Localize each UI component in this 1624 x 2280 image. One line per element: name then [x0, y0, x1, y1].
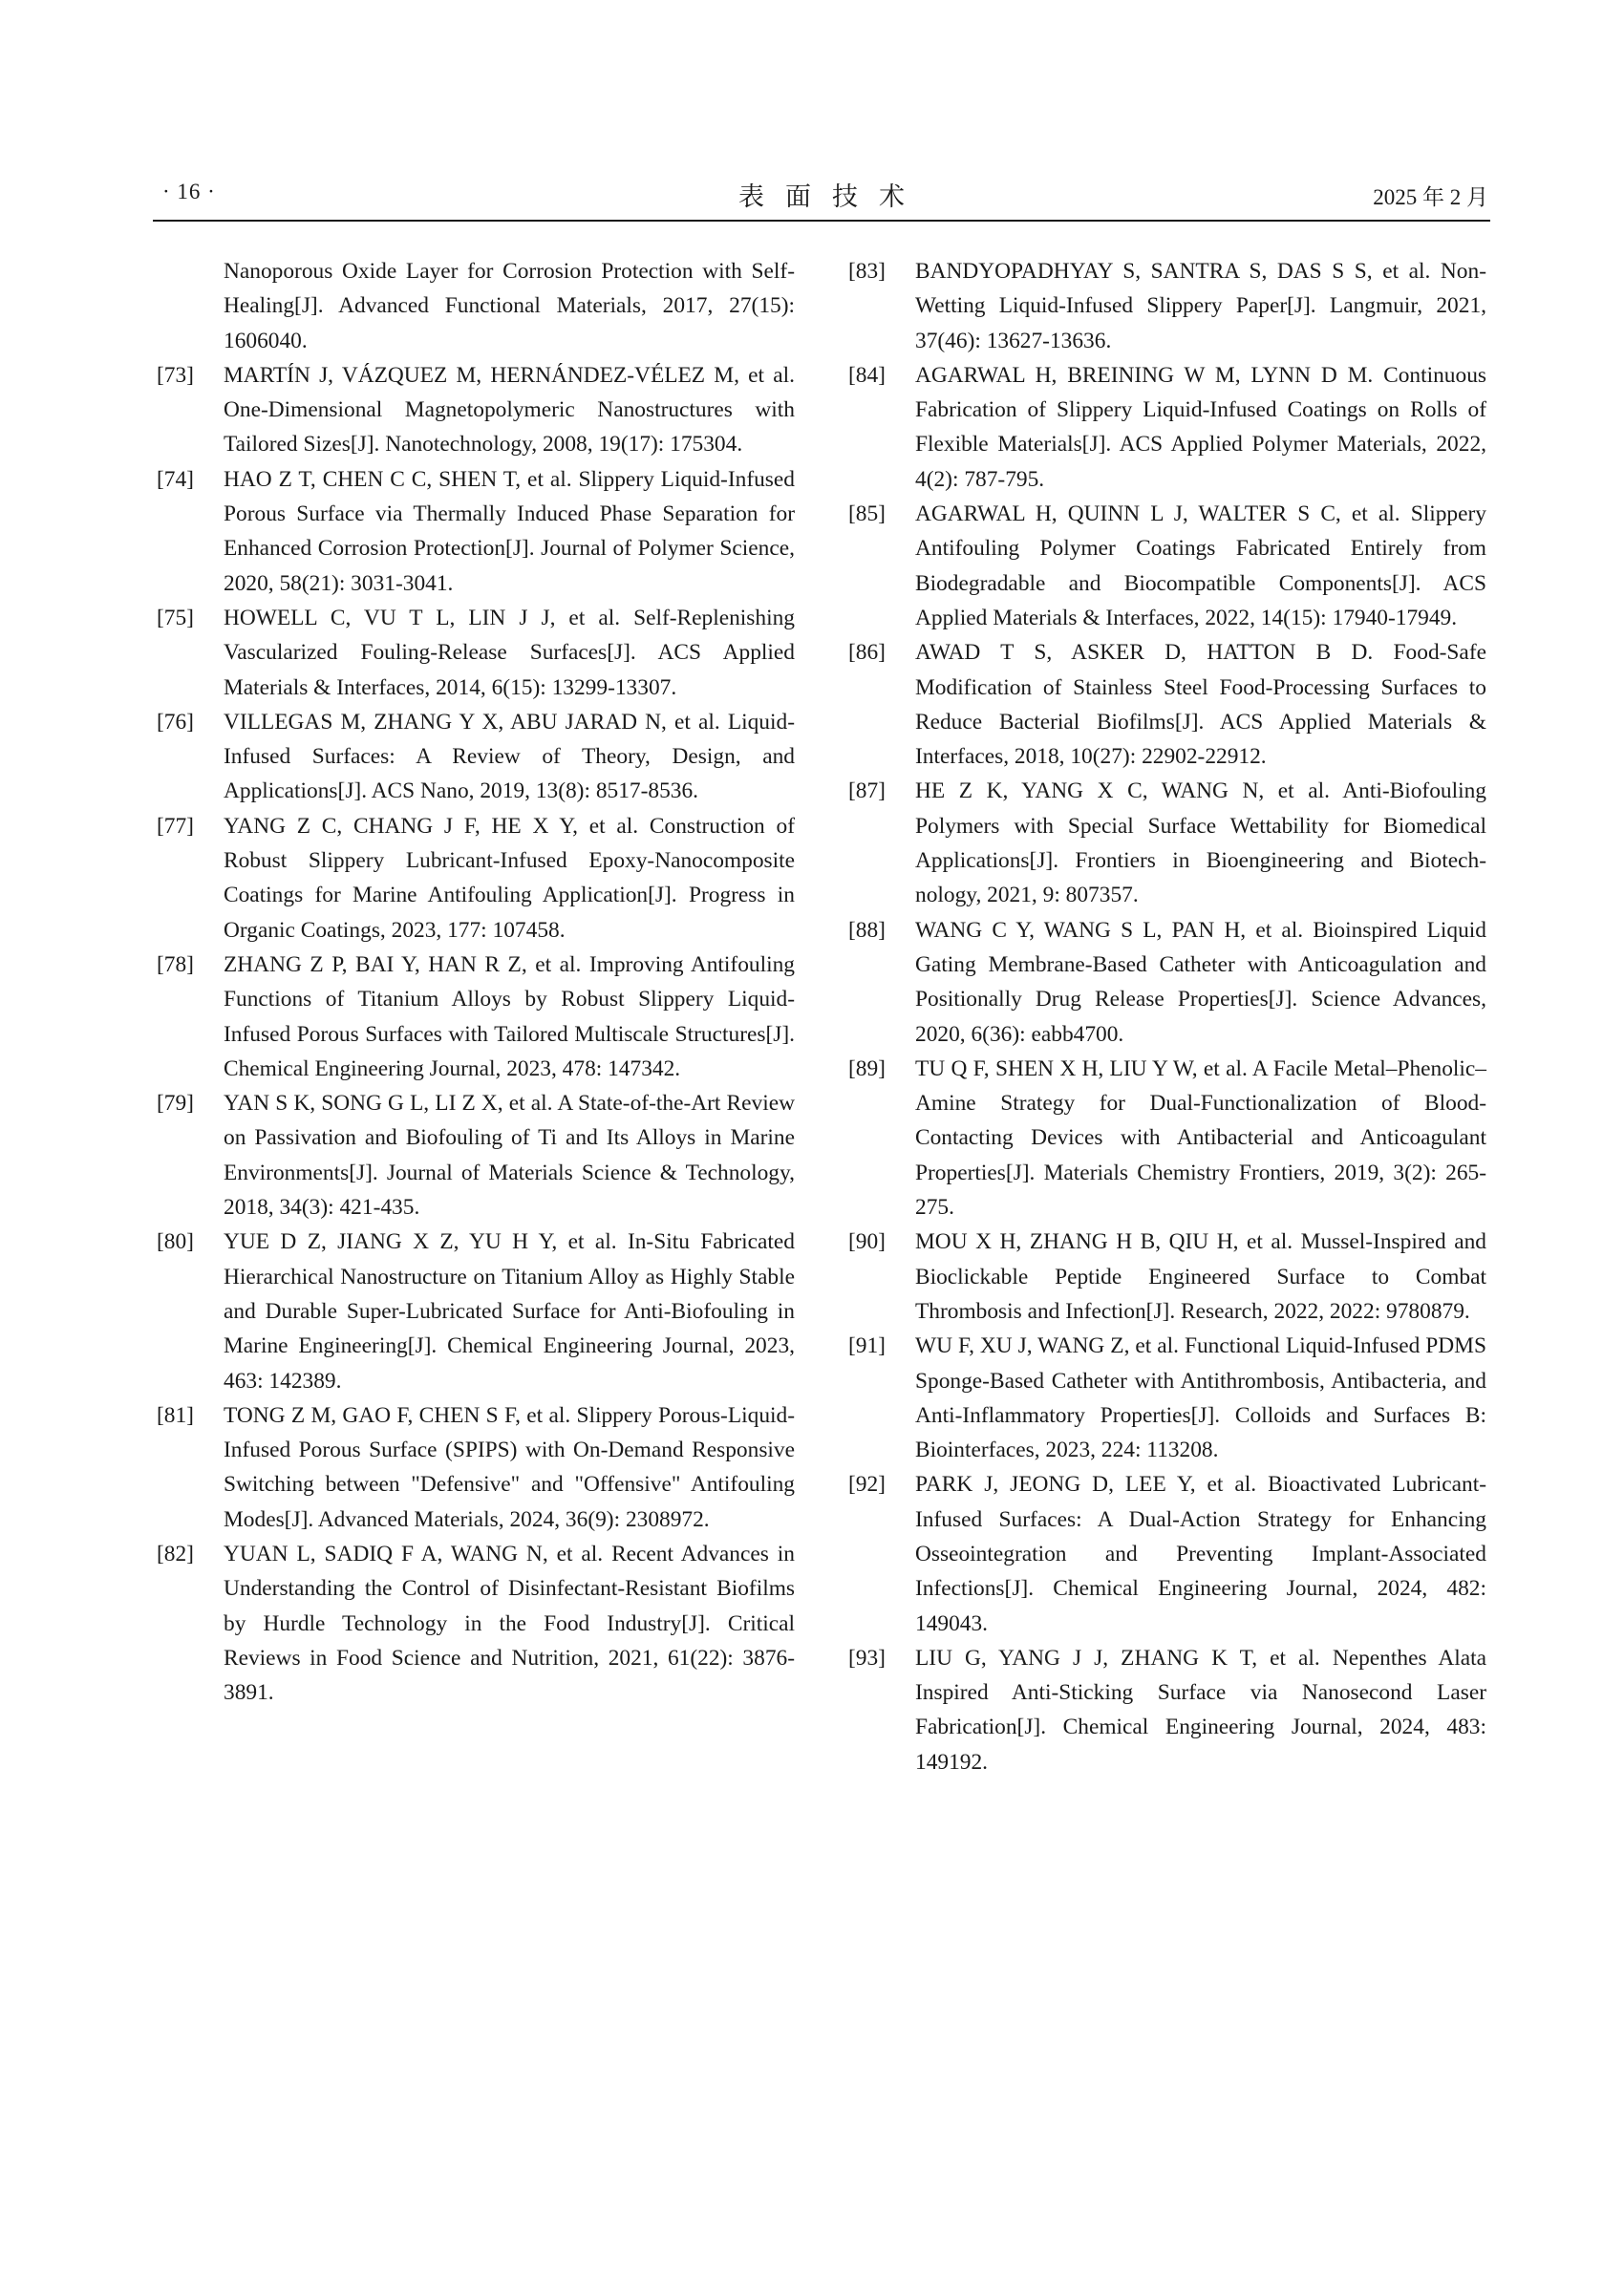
reference-79: [157, 1086, 795, 1225]
reference-78: [157, 948, 795, 1086]
reference-number: [92]: [848, 1472, 886, 1498]
reference-92: [848, 1467, 1486, 1640]
reference-88: [848, 913, 1486, 1052]
reference-76: [157, 705, 795, 809]
reference-text: MOU X H, ZHANG H B, QIU H, et al. Mussel-Inspired and Bioclickable Peptide Engineered Surface to Combat Thrombosis and Infection[J]. Research, 2022, 2022: 9780879.: [915, 1229, 1486, 1324]
reference-number: [87]: [848, 778, 886, 804]
right-column: [848, 254, 1486, 1779]
reference-text: HE Z K, YANG X C, WANG N, et al. Anti-Biofouling Polymers with Special Surface Wettability for Biomedical Applications[J]. Frontiers in Bioengineering and Biotechnology, 2021, 9: 807357.: [915, 778, 1486, 908]
reference-continuation: [157, 254, 795, 358]
reference-82: [157, 1537, 795, 1710]
reference-80: [157, 1225, 795, 1397]
reference-text: YAN S K, SONG G L, LI Z X, et al. A State-of-the-Art Review on Passivation and Biofouling of Ti and Its Alloys in Marine Environments[J]. Journal of Materials Science & Technology, 2018, 34(3): 421-435.: [224, 1091, 795, 1221]
reference-number: [81]: [157, 1402, 194, 1428]
reference-91: [848, 1329, 1486, 1467]
left-column: [157, 254, 795, 1710]
reference-text: TU Q F, SHEN X H, LIU Y W, et al. A Facile Metal–Phenolic–Amine Strategy for Dual-Functionalization of Blood-Contacting Devices with Antibacterial and Anticoagulant Properties[J]. Materials Chemistry Frontiers, 2019, 3(2): 265-275.: [915, 1055, 1486, 1221]
reference-text: AWAD T S, ASKER D, HATTON B D. Food-Safe Modification of Stainless Steel Food-Processing Surfaces to Reduce Bacterial Biofilms[J]. ACS Applied Materials & Interfaces, 2018, 10(27): 22902-22912.: [915, 640, 1486, 770]
reference-84: [848, 358, 1486, 497]
reference-text: WANG C Y, WANG S L, PAN H, et al. Bioinspired Liquid Gating Membrane-Based Catheter with Anticoagulation and Positionally Drug Release Properties[J]. Science Advances, 2020, 6(36): eabb4700.: [915, 917, 1486, 1047]
reference-text: YUE D Z, JIANG X Z, YU H Y, et al. In-Situ Fabricated Hierarchical Nanostructure on Titanium Alloy as Highly Stable and Durable Super-Lubricated Surface for Anti-Biofouling in Marine Engineering[J]. Chemical Engineering Journal, 2023, 463: 142389.: [224, 1229, 795, 1394]
reference-number: [91]: [848, 1333, 886, 1359]
journal-title: 表面技术: [738, 182, 926, 211]
reference-text: AGARWAL H, QUINN L J, WALTER S C, et al. Slippery Antifouling Polymer Coatings Fabricated Entirely from Biodegradable and Biocompatible Components[J]. ACS Applied Materials & Interfaces, 2022, 14(15): 17940-17949.: [915, 501, 1486, 630]
reference-text: LIU G, YANG J J, ZHANG K T, et al. Nepenthes Alata Inspired Anti-Sticking Surface via Nanosecond Laser Fabrication[J]. Chemical Engineering Journal, 2024, 483: 149192.: [915, 1645, 1486, 1775]
reference-text: Nanoporous Oxide Layer for Corrosion Protection with Self-Healing[J]. Advanced Functional Materials, 2017, 27(15): 1606040.: [224, 259, 795, 353]
page-header: [153, 172, 1490, 220]
reference-93: [848, 1641, 1486, 1779]
reference-77: [157, 809, 795, 948]
reference-number: [73]: [157, 362, 194, 388]
issue-date: 2025 年 2 月: [1373, 185, 1488, 209]
reference-number: [90]: [848, 1229, 886, 1255]
reference-number: [77]: [157, 813, 194, 839]
reference-87: [848, 774, 1486, 912]
reference-number: [85]: [848, 501, 886, 527]
reference-text: WU F, XU J, WANG Z, et al. Functional Liquid-Infused PDMS Sponge-Based Catheter with Antithrombosis, Antibacteria, and Anti-Inflammatory Properties[J]. Colloids and Surfaces B: Biointerfaces, 2023, 224: 113208.: [915, 1333, 1486, 1463]
reference-81: [157, 1398, 795, 1537]
reference-text: AGARWAL H, BREINING W M, LYNN D M. Continuous Fabrication of Slippery Liquid-Infused Coatings on Rolls of Flexible Materials[J]. ACS Applied Polymer Materials, 2022, 4(2): 787-795.: [915, 362, 1486, 492]
reference-text: PARK J, JEONG D, LEE Y, et al. Bioactivated Lubricant-Infused Surfaces: A Dual-Action Strategy for Enhancing Osseointegration and Preventing Implant-Associated Infections[J]. Chemical Engineering Journal, 2024, 482: 149043.: [915, 1472, 1486, 1636]
reference-90: [848, 1225, 1486, 1329]
reference-number: [80]: [157, 1229, 194, 1255]
reference-number: [88]: [848, 917, 886, 943]
reference-83: [848, 254, 1486, 358]
reference-text: ZHANG Z P, BAI Y, HAN R Z, et al. Improving Antifouling Functions of Titanium Alloys by Robust Slippery Liquid-Infused Porous Surfaces with Tailored Multiscale Structures[J]. Chemical Engineering Journal, 2023, 478: 147342.: [224, 951, 795, 1081]
reference-text: TONG Z M, GAO F, CHEN S F, et al. Slippery Porous-Liquid-Infused Porous Surface (SPIPS) with On-Demand Responsive Switching between "Defensive" and "Offensive" Antifouling Modes[J]. Advanced Materials, 2024, 36(9): 2308972.: [224, 1402, 795, 1532]
reference-text: BANDYOPADHYAY S, SANTRA S, DAS S S, et al. Non-Wetting Liquid-Infused Slippery Paper[J]. Langmuir, 2021, 37(46): 13627-13636.: [915, 259, 1486, 353]
reference-number: [93]: [848, 1645, 886, 1671]
reference-text: VILLEGAS M, ZHANG Y X, ABU JARAD N, et al. Liquid-Infused Surfaces: A Review of Theory, Design, and Applications[J]. ACS Nano, 2019, 13(8): 8517-8536.: [224, 709, 795, 804]
reference-75: [157, 601, 795, 705]
reference-number: [89]: [848, 1055, 886, 1081]
reference-number: [79]: [157, 1091, 194, 1117]
reference-text: MARTÍN J, VÁZQUEZ M, HERNÁNDEZ-VÉLEZ M, et al. One-Dimensional Magnetopolymeric Nanostructures with Tailored Sizes[J]. Nanotechnology, 2008, 19(17): 175304.: [224, 362, 795, 458]
reference-73: [157, 358, 795, 462]
reference-89: [848, 1052, 1486, 1225]
reference-number: [82]: [157, 1541, 194, 1566]
reference-85: [848, 497, 1486, 635]
reference-text: YUAN L, SADIQ F A, WANG N, et al. Recent Advances in Understanding the Control of Disinfectant-Resistant Biofilms by Hurdle Technology in the Food Industry[J]. Critical Reviews in Food Science and Nutrition, 2021, 61(22): 3876-3891.: [224, 1541, 795, 1706]
header-rule: [153, 220, 1490, 222]
reference-86: [848, 635, 1486, 774]
reference-74: [157, 462, 795, 601]
reference-number: [76]: [157, 709, 194, 735]
reference-text: HOWELL C, VU T L, LIN J J, et al. Self-Replenishing Vascularized Fouling-Release Surfaces[J]. ACS Applied Materials & Interfaces, 2014, 6(15): 13299-13307.: [224, 605, 795, 700]
page-number: · 16 ·: [162, 180, 216, 203]
reference-number: [75]: [157, 605, 194, 630]
reference-number: [74]: [157, 466, 194, 492]
reference-number: [84]: [848, 362, 886, 388]
reference-text: YANG Z C, CHANG J F, HE X Y, et al. Construction of Robust Slippery Lubricant-Infused Epoxy-Nanocomposite Coatings for Marine Antifouling Application[J]. Progress in Organic Coatings, 2023, 177: 107458.: [224, 813, 795, 943]
reference-number: [86]: [848, 640, 886, 666]
reference-text: HAO Z T, CHEN C C, SHEN T, et al. Slippery Liquid-Infused Porous Surface via Thermally Induced Phase Separation for Enhanced Corrosion Protection[J]. Journal of Polymer Science, 2020, 58(21): 3031-3041.: [224, 466, 795, 596]
reference-number: [83]: [848, 259, 886, 284]
reference-number: [78]: [157, 951, 194, 977]
